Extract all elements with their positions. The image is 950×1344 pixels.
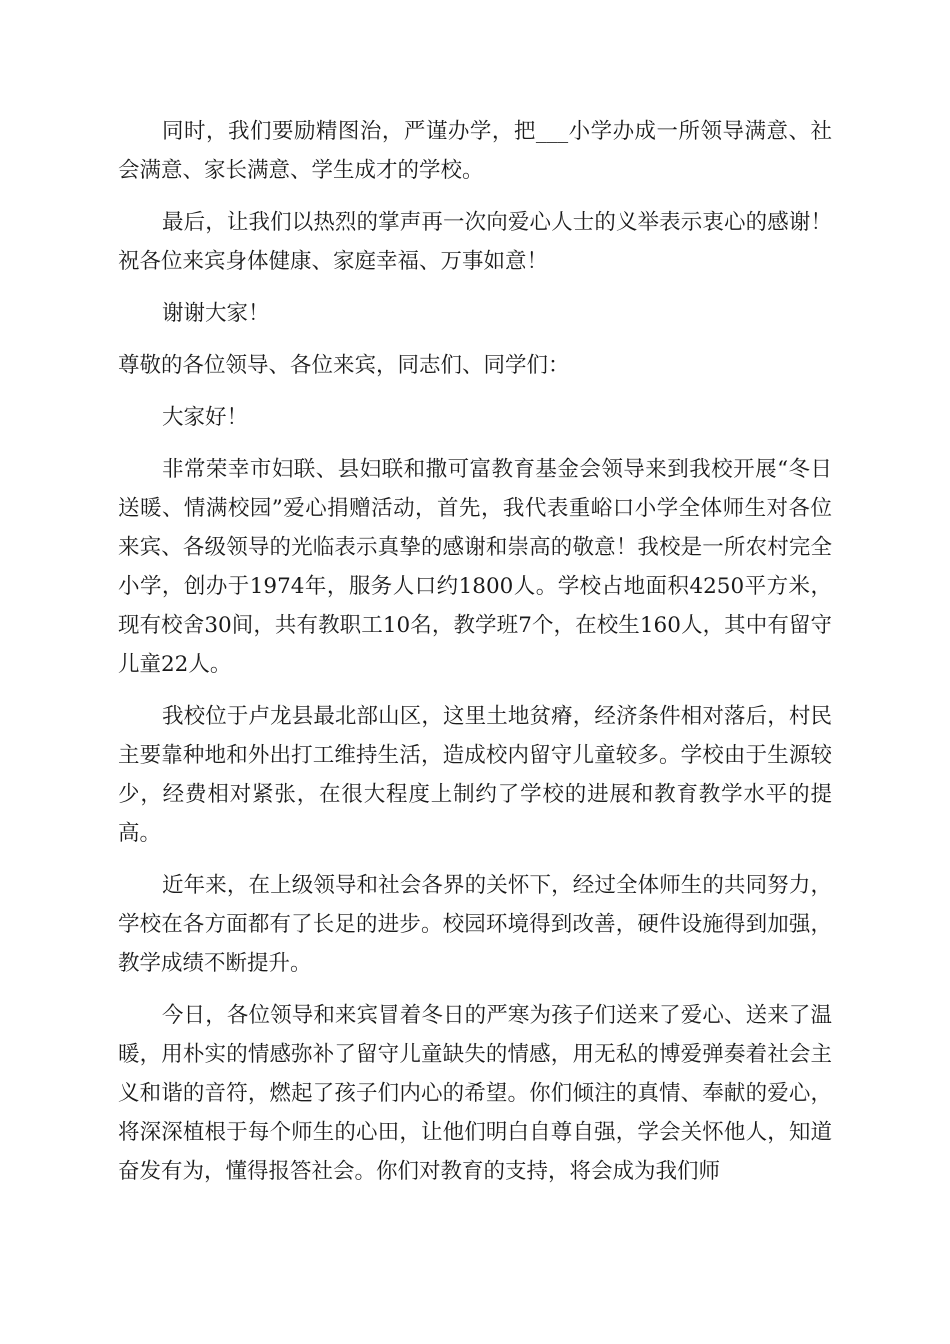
paragraph: 近年来，在上级领导和社会各界的关怀下，经过全体师生的共同努力，学校在各方面都有了长足的进步。校园环境得到改善，硬件设施得到加强，教学成绩不断提升。 xyxy=(118,873,832,976)
greeting: 大家好！ xyxy=(162,405,249,430)
paragraph: 今日，各位领导和来宾冒着冬日的严寒为孩子们送来了爱心、送来了温暖，用朴实的情感弥补了留守儿童缺失的情感，用无私的博爱弹奏着社会主义和谐的音符，燃起了孩子们内心的希望。你们倾注的真情、奉献的爱心，将深深植根于每个师生的心田，让他们明白自尊自强，学会关怀他人，知道奋发有为，懂得报答社会。你们对教育的支持，将会成为我们师 xyxy=(118,1003,832,1184)
paragraph: 我校位于卢龙县最北部山区，这里土地贫瘠，经济条件相对落后，村民主要靠种地和外出打工维持生活，造成校内留守儿童较多。学校由于生源较少，经费相对紧张，在很大程度上制约了学校的进展和教育教学水平的提高。 xyxy=(118,704,832,846)
salutation: 尊敬的各位领导、各位来宾，同志们、同学们： xyxy=(118,353,570,378)
paragraph: 最后，让我们以热烈的掌声再一次向爱心人士的义举表示衷心的感谢！祝各位来宾身体健康、家庭幸福、万事如意！ xyxy=(118,210,832,274)
document-body xyxy=(118,112,832,1204)
paragraph: 同时，我们要励精图治，严谨办学，把___小学办成一所领导满意、社会满意、家长满意、学生成才的学校。 xyxy=(118,119,832,183)
paragraph: 谢谢大家！ xyxy=(162,301,270,326)
paragraph: 非常荣幸市妇联、县妇联和撒可富教育基金会领导来到我校开展“冬日送暖、情满校园”爱心捐赠活动，首先，我代表重峪口小学全体师生对各位来宾、各级领导的光临表示真挚的感谢和崇高的敬意！我校是一所农村完全小学，创办于1974年，服务人口约1800人。学校占地面积4250平方米，现有校舍30间，共有教职工10名，教学班7个，在校生160人，其中有留守儿童22人。 xyxy=(118,457,832,677)
